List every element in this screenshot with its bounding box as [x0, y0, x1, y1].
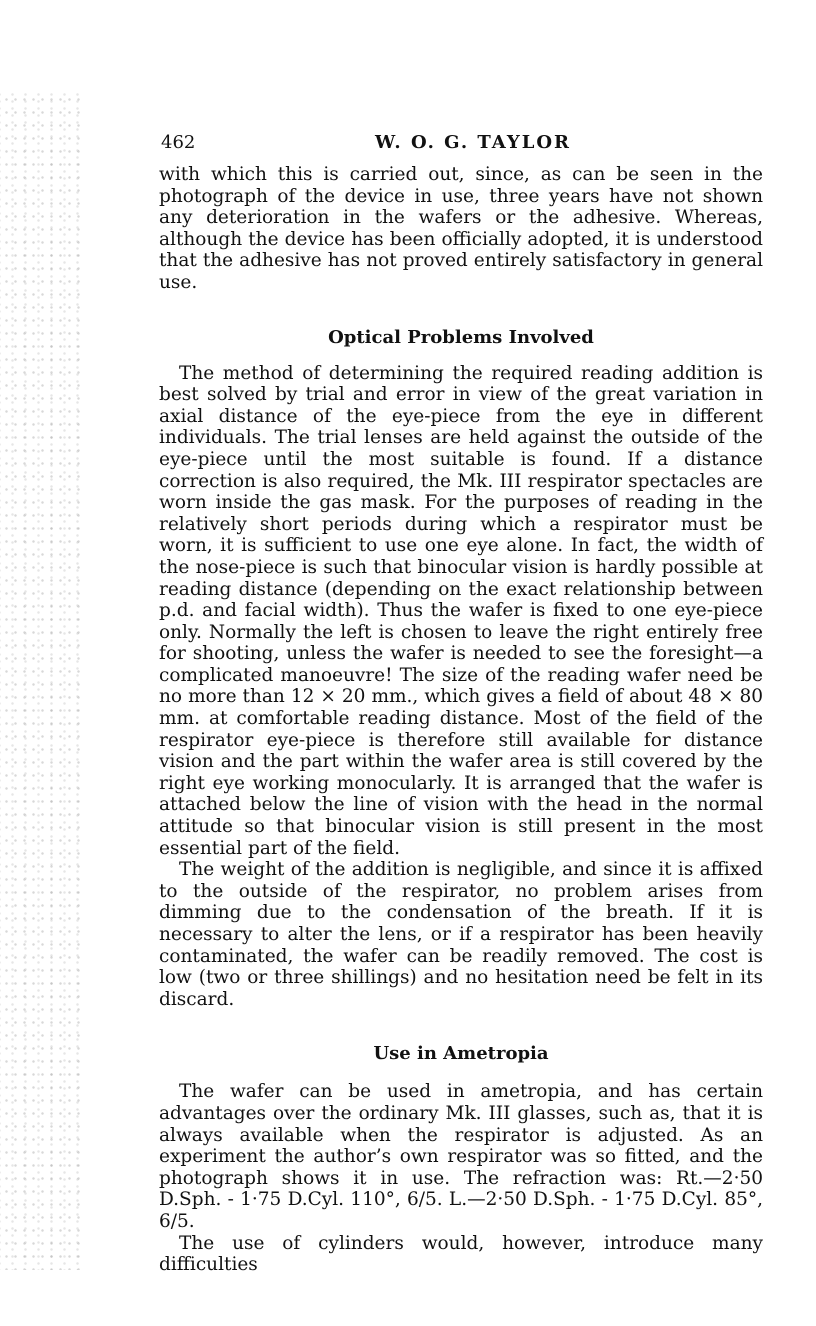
section-heading-ametropia: Use in Ametropia — [373, 1043, 549, 1065]
running-head: W. O. G. TAYLOR — [375, 132, 571, 153]
page-number: 462 — [161, 132, 196, 153]
scan-noise-margin — [0, 90, 80, 1270]
page-content — [159, 128, 763, 1276]
paragraph-cylinders: The use of cylinders would, however, introduce many difficulties — [159, 1232, 763, 1276]
paragraph-ametropia: The wafer can be used in ametropia, and has certain advantages over the ordinary Mk. III glasses, such as, that it is always available when the respirator is adjusted. As an experiment the author’s own respirator was so fitted, and the photograph shows it in use. The refraction was: Rt.—2·50 D.Sph. - 1·75 D.Cyl. 110°, 6/5. L.—2·50 D.Sph. - 1·75 D.Cyl. 85°, 6/5. — [159, 1081, 763, 1232]
section-heading-optical-problems: Optical Problems Involved — [328, 326, 594, 348]
paragraph-continuation: with which this is carried out, since, as can be seen in the photograph of the device in use, three years have not shown any deterioration in the wafers or the adhesive. Whereas, although the device has been officially adopted, it is understood that the adhesive has not proved entirely satisfactory in general use. — [159, 164, 763, 293]
page-header — [159, 128, 763, 164]
paragraph-weight: The weight of the addition is negligible, and since it is affixed to the outside of the respirator, no problem arises from dimming due to the condensation of the breath. If it is necessary to alter the lens, or if a respirator has been heavily contaminated, the wafer can be readily removed. The cost is low (two or three shillings) and no hesitation need be felt in its discard. — [159, 859, 763, 1010]
paragraph-method: The method of determining the required reading addition is best solved by trial and error in view of the great variation in axial distance of the eye-piece from the eye in different individuals. The trial lenses are held against the outside of the eye-piece until the most suitable is found. If a distance correction is also required, the Mk. III respirator spectacles are worn inside the gas mask. For the purposes of reading in the relatively short periods during which a respirator must be worn, it is sufficient to use one eye alone. In fact, the width of the nose-piece is such that binocular vision is hardly possible at reading distance (depending on the exact relationship between p.d. and facial width). Thus the wafer is fixed to one eye-piece only. Normally the left is chosen to leave the right entirely free for shooting, unless the wafer is needed to see the foresight—a complicated manoeuvre! The size of the reading wafer need be no more than 12 × 20 mm., which gives a field of about 48 × 80 mm. at comfortable reading distance. Most of the field of the respirator eye-piece is therefore still available for distance vision and the part within the wafer area is still covered by the right eye working monocularly. It is arranged that the wafer is attached below the line of vision with the head in the normal attitude so that binocular vision is still present in the most essential part of the field. — [159, 362, 763, 859]
